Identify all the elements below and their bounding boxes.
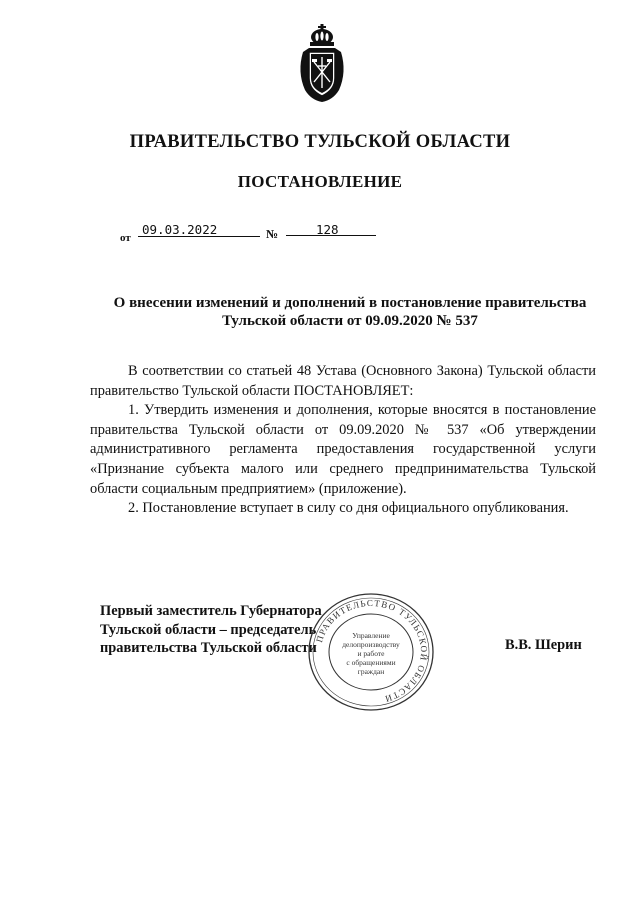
document-subject <box>60 294 640 330</box>
stamp-center-line-4: с обращениями <box>346 658 396 667</box>
number-label: № <box>266 227 279 241</box>
organization-title: ПРАВИТЕЛЬСТВО ТУЛЬСКОЙ ОБЛАСТИ <box>129 132 511 152</box>
stamp-center-line-1: Управление <box>352 631 390 640</box>
signatory-name: В.В. Шерин <box>505 637 582 653</box>
document-type-title: ПОСТАНОВЛЕНИЕ <box>237 172 403 191</box>
position-line-3: правительства Тульской области <box>100 640 317 656</box>
registration-date: 09.03.2022 <box>138 222 260 237</box>
document-body <box>90 362 596 519</box>
subject-line-1: О внесении изменений и дополнений в постановление правительства <box>113 295 587 311</box>
preamble-paragraph: В соответствии со статьей 48 Устава (Основного Закона) Тульской области правительство Тульской области ПОСТАНОВЛЯЕТ: <box>90 363 596 399</box>
item-2-paragraph: 2. Постановление вступает в силу со дня официального опубликования. <box>128 500 569 517</box>
position-line-1: Первый заместитель Губернатора <box>100 603 322 619</box>
signatory-position <box>100 602 322 658</box>
stamp-ring-text: ПРАВИТЕЛЬСТВО ТУЛЬСКОЙ ОБЛАСТИ <box>314 597 430 705</box>
position-line-2: Тульской области – председатель <box>100 621 317 638</box>
stamp-center-line-2: делопроизводству <box>342 640 400 649</box>
registration-number: 128 <box>286 222 376 236</box>
tula-coat-of-arms-icon <box>295 22 349 104</box>
official-stamp <box>305 590 437 714</box>
subject-line-2: Тульской области от 09.09.2020 № 537 <box>222 313 478 329</box>
item-1-paragraph: 1. Утвердить изменения и дополнения, которые вносятся в постановление правительства Тульской области от 09.09.2020 № 537 «Об утверждении административного регламента предоставления государственной услуги «Признание субъекта малого или среднего предпринимательства Тульской области социальным предприятием» (приложение). <box>90 402 596 497</box>
stamp-center-line-3: и работе <box>357 649 385 658</box>
date-label: от <box>120 232 131 244</box>
stamp-center-line-5: граждан <box>357 667 385 676</box>
